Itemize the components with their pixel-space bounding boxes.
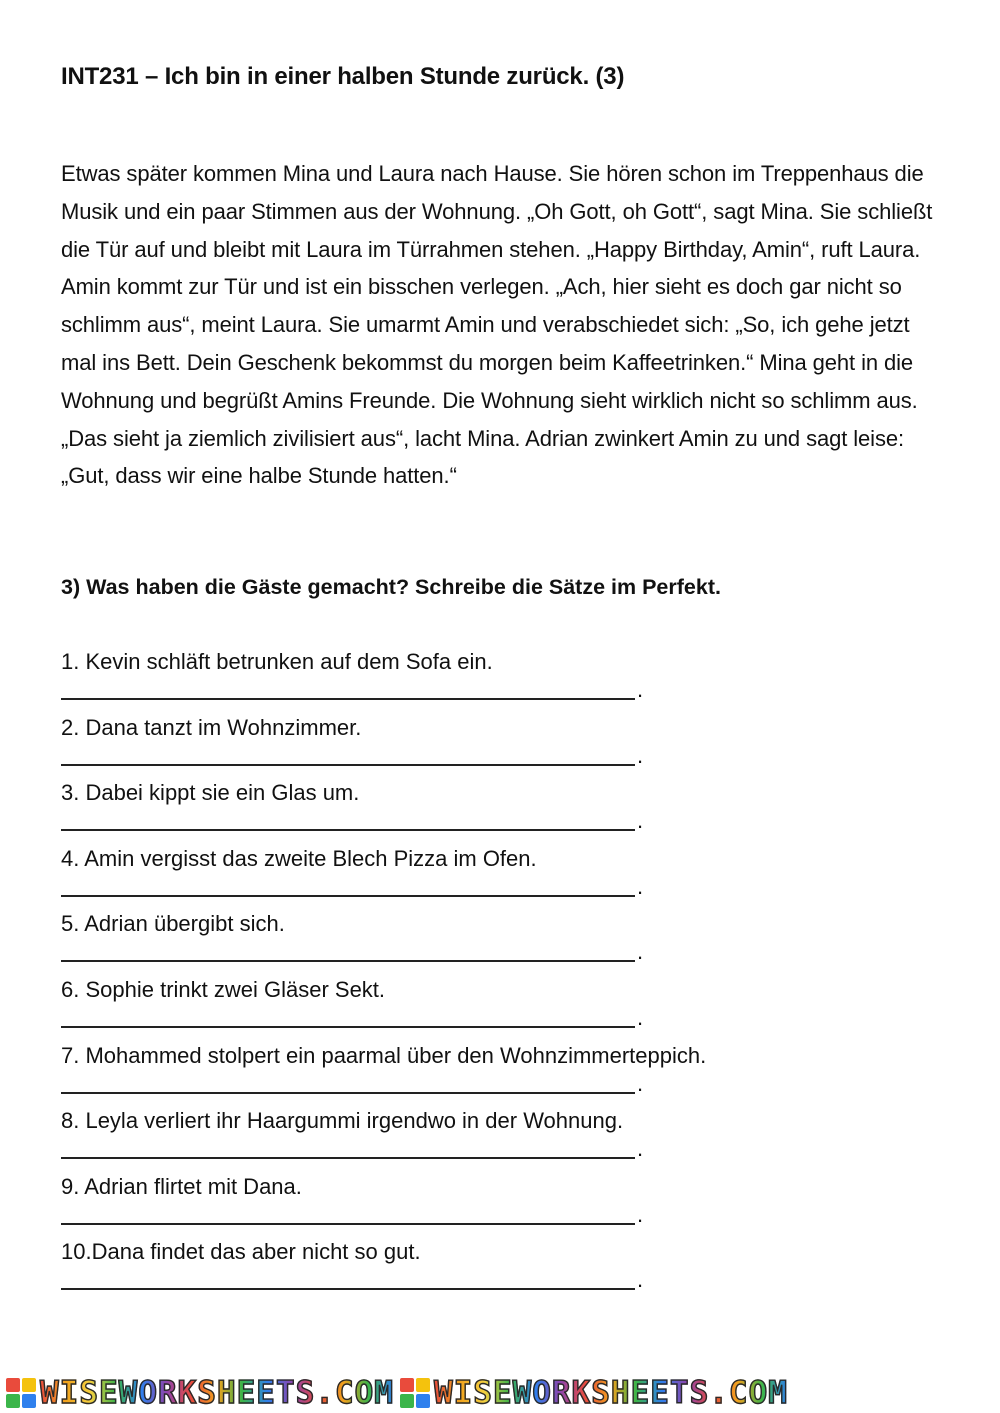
- worksheet: [61, 60, 941, 1293]
- exercise-item: [61, 645, 941, 711]
- answer-period: .: [637, 1136, 644, 1162]
- answer-line[interactable]: [61, 1137, 635, 1159]
- answer-line[interactable]: [61, 809, 635, 831]
- footer-watermark: [0, 1372, 1000, 1413]
- page-title: INT231 – Ich bin in einer halben Stunde zurück. (3): [61, 63, 625, 90]
- story-text: Etwas später kommen Mina und Laura nach Hause. Sie hören schon im Treppenhaus die Musik und ein paar Stimmen aus der Wohnung. „Oh Gott, oh Gott“, sagt Mina. Sie schließt die Tür auf und bleibt mit Laura im Türrahmen stehen. „Happy Birthday, Amin“, ruft Laura. Amin kommt zur Tür und ist ein bisschen verlegen. „Ach, hier sieht es doch gar nicht so schlimm aus“, meint Laura. Sie umarmt Amin und verabschiedet sich: „So, ich gehe jetzt mal ins Bett. Dein Geschenk bekommst du morgen beim Kaffeetrinken.“ Mina geht in die Wohnung und begrüßt Amins Freunde. Die Wohnung sieht wirklich nicht so schlimm aus. „Das sieht ja ziemlich zivilisiert aus“, lacht Mina. Adrian zwinkert Amin zu und sagt leise: „Gut, dass wir eine halbe Stunde hatten.“: [61, 161, 933, 489]
- exercise-list: [61, 645, 941, 1301]
- answer-period: .: [637, 1267, 644, 1293]
- answer-line[interactable]: [61, 744, 635, 766]
- exercise-item: [61, 973, 941, 1039]
- exercise-sentence: 2. Dana tanzt im Wohnzimmer.: [61, 714, 362, 740]
- answer-period: .: [637, 939, 644, 965]
- answer-line[interactable]: [61, 1268, 635, 1290]
- exercise-sentence: 4. Amin vergisst das zweite Blech Pizza im Ofen.: [61, 845, 537, 871]
- exercise-item: [61, 1104, 941, 1170]
- exercise-item: [61, 1170, 941, 1236]
- exercise-item: [61, 1235, 941, 1301]
- answer-line[interactable]: [61, 1072, 635, 1094]
- exercise-sentence: 1. Kevin schläft betrunken auf dem Sofa ein.: [61, 649, 493, 674]
- brand-text: WISEWORKSHEETS.COM: [433, 1374, 788, 1411]
- answer-line[interactable]: [61, 1203, 635, 1225]
- answer-line[interactable]: [61, 940, 635, 962]
- answer-period: .: [637, 808, 644, 834]
- exercise-item: [61, 776, 941, 842]
- exercise-sentence: 7. Mohammed stolpert ein paarmal über den Wohnzimmerteppich.: [61, 1042, 707, 1068]
- answer-period: .: [637, 873, 644, 899]
- answer-period: .: [637, 1201, 644, 1227]
- answer-period: .: [637, 677, 644, 702]
- brand-logo-icon: [6, 1378, 36, 1408]
- exercise-sentence: 6. Sophie trinkt zwei Gläser Sekt.: [61, 976, 386, 1002]
- brand-block: [6, 1375, 394, 1411]
- exercise-sentence: 9. Adrian flirtet mit Dana.: [61, 1173, 302, 1199]
- exercise-sentence: 5. Adrian übergibt sich.: [61, 911, 285, 937]
- brand-block: [400, 1375, 788, 1411]
- exercise-sentence: 8. Leyla verliert ihr Haargummi irgendwo in der Wohnung.: [61, 1108, 624, 1134]
- exercise-item: [61, 907, 941, 973]
- answer-line[interactable]: [61, 1006, 635, 1028]
- task-heading: 3) Was haben die Gäste gemacht? Schreibe die Sätze im Perfekt.: [61, 575, 721, 599]
- exercise-sentence: 10.Dana findet das aber nicht so gut.: [61, 1239, 421, 1265]
- answer-line[interactable]: [61, 678, 635, 700]
- answer-period: .: [637, 742, 644, 768]
- answer-period: .: [637, 1004, 644, 1030]
- answer-period: .: [637, 1070, 644, 1096]
- answer-line[interactable]: [61, 875, 635, 897]
- brand-text: WISEWORKSHEETS.COM: [40, 1374, 394, 1411]
- exercise-item: [61, 1039, 941, 1105]
- exercise-sentence: 3. Dabei kippt sie ein Glas um.: [61, 780, 360, 806]
- exercise-item: [61, 711, 941, 777]
- brand-logo-icon: [400, 1378, 430, 1408]
- exercise-item: [61, 842, 941, 908]
